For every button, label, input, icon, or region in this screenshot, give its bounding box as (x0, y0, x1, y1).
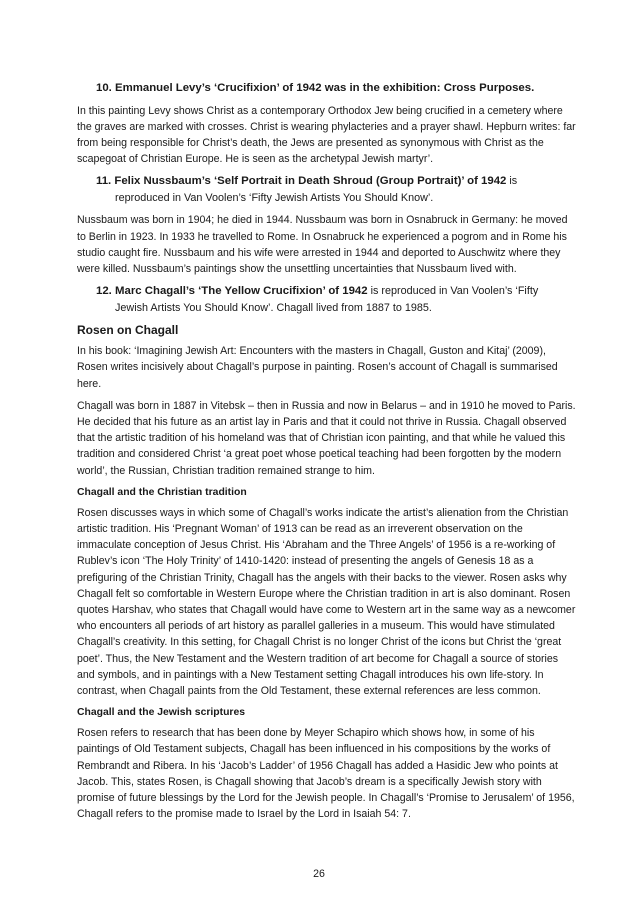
section-bio-paragraph: Chagall was born in 1887 in Vitebsk – then in Russia and now in Belarus – and in 1910 he moved to Paris. He decided that his future as an artist lay in Paris and that it could not thrive in Russia. Chagall observed that the artistic tradition of his homeland was that of Christian icon painting, and that while he valued this tradition and considered Christ ‘a great poet whose poetical teaching had been forgotten by the modern world’, the Russian, Christian tradition remained strange to him. (77, 399, 576, 477)
page-number: 26 (313, 868, 325, 880)
item-12-heading (96, 283, 578, 316)
item-10-paragraph: In this painting Levy shows Christ as a contemporary Orthodox Jew being crucified in a cemetery where the graves are marked with crosses. Christ is wearing phylacteries and a prayer shawl. Hepburn writes: far from being responsible for Christ’s death, the Jews are presented as synonymous with Christ as the scapegoat of Christian Europe. He is seen as the archetypal Jewish martyr’. (77, 104, 576, 166)
subsection-christian-heading: Chagall and the Christian tradition (77, 486, 247, 498)
section-intro-paragraph: In his book: ‘Imagining Jewish Art: Encounters with the masters in Chagall, Guston and Kitaj’ (2009), Rosen writes incisively about Chagall’s purpose in painting. Rosen’s account of Chagall is summarised here. (77, 345, 558, 390)
item-10-title: 10. Emmanuel Levy’s ‘Crucifixion’ of 1942 was in the exhibition: Cross Purposes. (96, 82, 535, 94)
subsection-jewish-paragraph: Rosen refers to research that has been done by Meyer Schapiro which shows how, in some of his paintings of Old Testament subjects, Chagall has been influenced in his compositions by the works of Rembrandt and Ribera. In his ‘Jacob’s Ladder’ of 1956 Chagall has added a Hasidic Jew who points at Jacob. This, states Rosen, is Chagall showing that Jacob’s dream is a specifically Jewish story with promise of future blessings by the Lord for the Jewish people. In Chagall’s ‘Promise to Jerusalem’ of 1956, Chagall refers to the promise made to Israel by the Lord in Isaiah 54: 7. (77, 727, 575, 821)
item-11-title: 11. Felix Nussbaum’s ‘Self Portrait in Death Shroud (Group Portrait)’ of 1942 (96, 175, 507, 188)
item-10-heading (96, 80, 578, 97)
item-12-title: 12. Marc Chagall’s ‘The Yellow Crucifixion’ of 1942 (96, 285, 368, 298)
item-11-paragraph: Nussbaum was born in 1904; he died in 1944. Nussbaum was born in Osnabruck in Germany: he moved to Berlin in 1923. In 1933 he travelled to Rome. In Osnabruck he experienced a pogrom and in Rome his studio caught fire. Nussbaum and his wife were arrested in 1944 and deported to Auschwitz where they were killed. Nussbaum’s paintings show the unsettling uncertainties that Nussbaum lived with. (77, 214, 568, 275)
item-11-heading (96, 173, 578, 206)
item-11-title-rest: is reproduced in Van Voolen’s ‘Fifty Jewish Artists You Should Know’. (115, 175, 518, 204)
subsection-jewish-heading: Chagall and the Jewish scriptures (77, 707, 246, 719)
section-heading: Rosen on Chagall (77, 323, 179, 338)
item-12-title-rest: is reproduced in Van Voolen’s ‘Fifty Jewish Artists You Should Know’. Chagall lived from 1887 to 1985. (115, 285, 539, 314)
subsection-christian-paragraph: Rosen discusses ways in which some of Chagall’s works indicate the artist’s alienation from the Christian artistic tradition. His ‘Pregnant Woman’ of 1913 can be read as an irreverent observation on the immaculate conception of Jesus Christ. His ‘Abraham and the Three Angels’ of 1956 is a re-working of Rublev’s icon ‘The Holy Trinity’ of 1410-1420: instead of presenting the angels of Genesis 18 as a prefiguring of the Christian Trinity, Chagall has the angels with their backs to the viewer. Rosen asks why Chagall felt so comfortable in Western Europe where the Christian tradition in art is also dominant. Rosen quotes Harshav, who states that Chagall would have come to Western art in the same way as a newcomer who encounters all periods of art history as parallel galleries in a museum. This would have stimulated Chagall’s creativity. In this setting, for Chagall Christ is no longer Christ of the icons but Christ the ‘great poet’. Thus, the New Testament and the Western tradition of art become for Chagall a source of stories and symbols, and in paintings with a New Testament setting Chagall introduces his own life-story. In contrast, when Chagall paints from the Old Testament, these external references are less common. (77, 506, 576, 697)
